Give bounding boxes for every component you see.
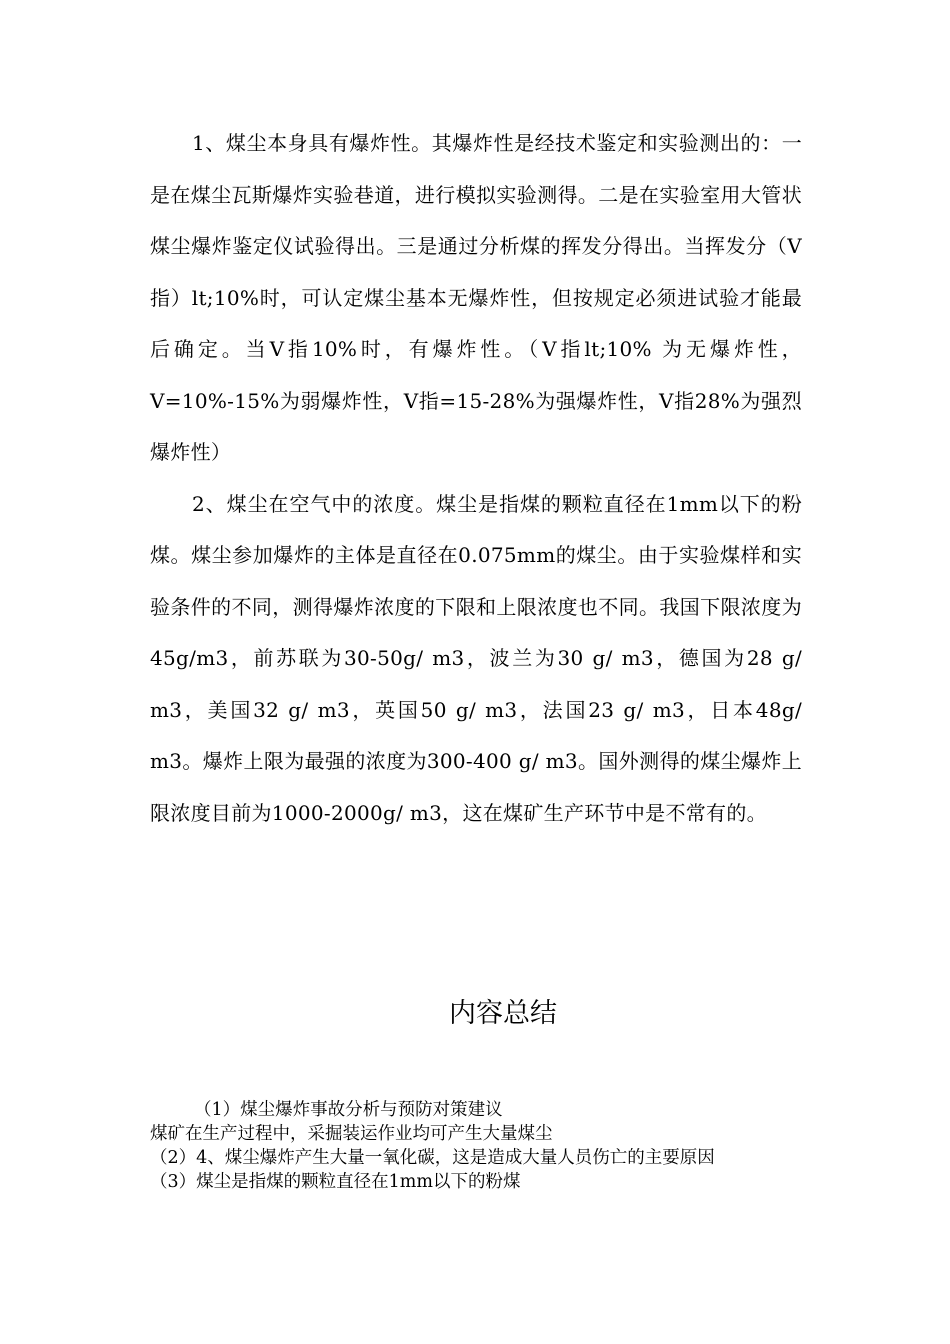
paragraph-coal-dust-explosiveness: 1、煤尘本身具有爆炸性。其爆炸性是经技术鉴定和实验测出的：一是在煤尘瓦斯爆炸实验巷道，进行模拟实验测得。二是在实验室用大管状煤尘爆炸鉴定仪试验得出。三是通过分析煤的挥发分得出。当挥发分（V指）lt;10%时，可认定煤尘基本无爆炸性，但按规定必须进试验才能最后确定。当V指10%时，有爆炸性。（V指lt;10% 为无爆炸性，V=10%-15%为弱爆炸性，V指=15-28%为强爆炸性，V指28%为强烈爆炸性） xyxy=(150,131,802,464)
summary-line-2: 煤矿在生产过程中，采掘装运作业均可产生大量煤尘 xyxy=(150,1124,553,1144)
document-body xyxy=(150,118,802,839)
summary-line-1: （1）煤尘爆炸事故分析与预防对策建议 xyxy=(194,1100,503,1120)
summary-title: 内容总结 xyxy=(449,998,557,1029)
summary-line-4: （3）煤尘是指煤的颗粒直径在1mm以下的粉煤 xyxy=(150,1172,521,1192)
summary-line-3: （2）4、煤尘爆炸产生大量一氧化碳，这是造成大量人员伤亡的主要原因 xyxy=(150,1148,715,1168)
summary-list xyxy=(150,1098,800,1194)
paragraph-coal-dust-concentration: 2、煤尘在空气中的浓度。煤尘是指煤的颗粒直径在1mm以下的粉煤。煤尘参加爆炸的主体是直径在0.075mm的煤尘。由于实验煤样和实验条件的不同，测得爆炸浓度的下限和上限浓度也不同。我国下限浓度为45g/m3，前苏联为30-50g/ m3，波兰为30 g/ m3，德国为28 g/ m3，美国32 g/ m3，英国50 g/ m3，法国23 g/ m3，日本48g/ m3。爆炸上限为最强的浓度为300-400 g/ m3。国外测得的煤尘爆炸上限浓度目前为1000-2000g/ m3，这在煤矿生产环节中是不常有的。 xyxy=(150,491,802,825)
